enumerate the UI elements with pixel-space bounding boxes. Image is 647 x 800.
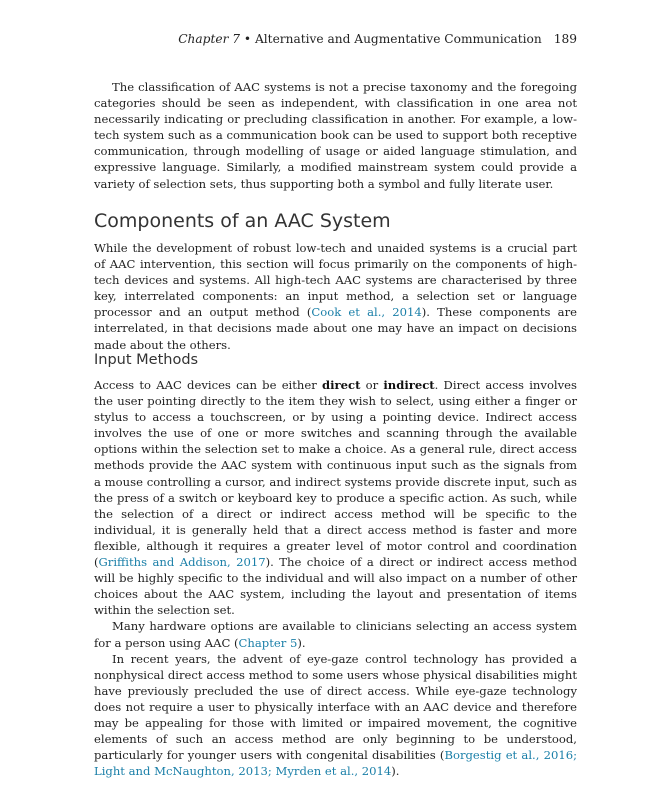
chapter-link[interactable]: Chapter 5 — [238, 635, 298, 650]
header-bullet: • — [240, 32, 255, 46]
text: ). — [297, 635, 306, 650]
chapter-label: Chapter 7 — [178, 32, 241, 46]
paragraph-components — [94, 240, 577, 353]
text: or — [360, 378, 384, 392]
text: ). The choice of a direct or indirect access method will be highly specific to the individual and will also impact on a number of other choices about the AAC system, including the layout and presentation of items within the selection set. — [94, 555, 577, 618]
text: In recent years, the advent of eye-gaze control technology has provided a nonphysical direct access method to some users whose physical disabilities might have previously precluded the use of direct access. While eye-gaze technology does not require a user to physically interface with an AAC device and therefore may be appealing for those with limited or impaired movement, the cognitive elements of such an access method are only beginning to be understood, particularly for younger users with congenital disabilities ( — [94, 651, 577, 763]
citation-link[interactable]: Cook et al., 2014 — [311, 305, 422, 320]
paragraph-eye-gaze — [94, 651, 577, 780]
citation-link[interactable]: Borgestig et al., 2016; Light and McNaughton, 2013; Myrden et al., 2014 — [94, 748, 577, 779]
text: ). — [391, 764, 400, 779]
paragraph-access — [94, 377, 577, 618]
paragraph-classification: The classification of AAC systems is not a precise taxonomy and the foregoing categories should be seen as independent, with classification in one area not necessarily indicating or precluding classification in another. For example, a low-tech system such as a communication book can be used to support both receptive communication, through modelling of usage or aided language stimulation, and expressive language. Similarly, a modified mainstream system could provide a variety of selection sets, thus supporting both a symbol and fully literate user. — [94, 80, 577, 191]
running-header — [94, 32, 577, 46]
text: Access to AAC devices can be either — [94, 378, 323, 392]
text: ). These components are interrelated, in that decisions made about one may have an impact on decisions made about the others. — [94, 305, 577, 352]
citation-link[interactable]: Griffiths and Addison, 2017 — [98, 555, 266, 570]
term-indirect: indirect — [383, 378, 435, 392]
term-direct: direct — [322, 378, 361, 392]
section-heading: Components of an AAC System — [94, 210, 391, 232]
chapter-title: Alternative and Augmentative Communication — [254, 32, 542, 46]
subsection-heading: Input Methods — [94, 352, 199, 368]
page-number: 189 — [553, 32, 577, 46]
paragraph-hardware — [94, 618, 577, 650]
text: . Direct access involves the user pointing directly to the item they wish to select, using either a finger or stylus to access a touchscreen, or by using a pointing device. Indirect access involves the use of one or more switches and scanning through the available options within the selection set to make a choice. As a general rule, direct access methods provide the AAC system with continuous input such as the signals from a mouse controlling a cursor, and indirect systems provide discrete input, such as the press of a switch or keyboard key to produce a specific action. As such, while the selection of a direct or indirect access method will be specific to the individual, it is generally held that a direct access method is faster and more flexible, although it requires a greater level of motor control and coordination ( — [94, 378, 577, 570]
text: Many hardware options are available to clinicians selecting an access system for a person using AAC ( — [94, 619, 577, 650]
intro-block — [94, 79, 577, 192]
text: While the development of robust low-tech and unaided systems is a crucial part of AAC intervention, this section will focus primarily on the components of high-tech devices and systems. All high-tech AAC systems are characterised by three key, interrelated components: an input method, a selection set or language processor and an output method ( — [94, 241, 577, 320]
input-methods-block — [94, 377, 577, 779]
components-block — [94, 240, 577, 353]
